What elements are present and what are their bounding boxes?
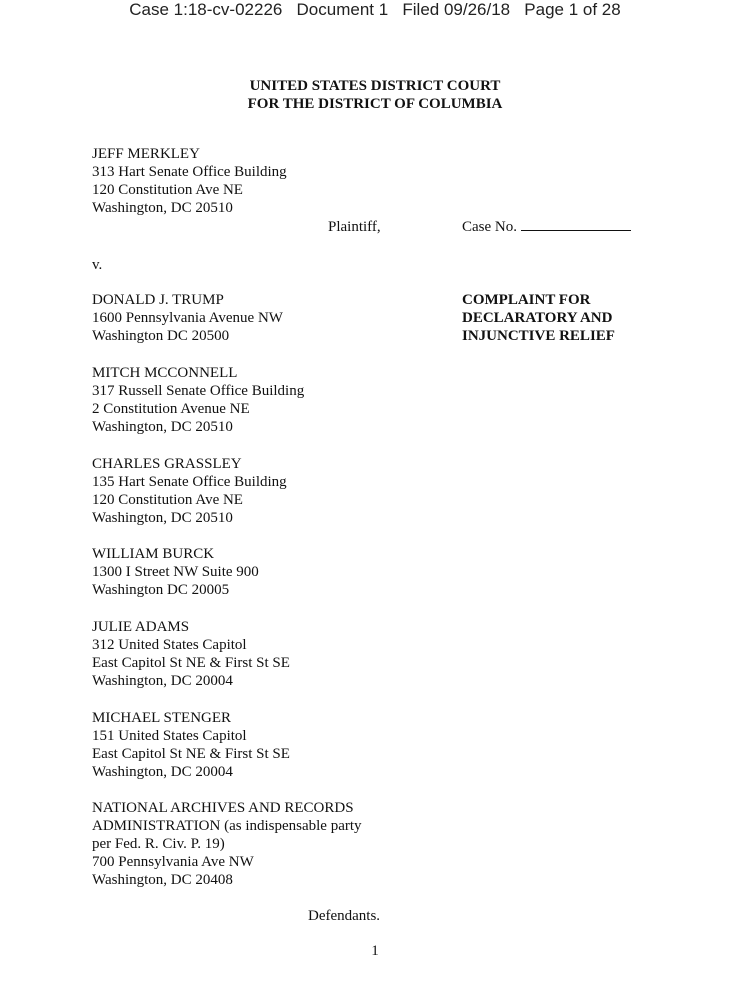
- defendant-address-line: East Capitol St NE & First St SE: [92, 746, 290, 762]
- defendants-label: Defendants.: [308, 908, 381, 924]
- defendant-block-burck: [92, 545, 259, 599]
- defendant-block-stenger: [92, 709, 290, 781]
- defendant-block-nara: [92, 799, 362, 889]
- defendant-address-line: East Capitol St NE & First St SE: [92, 655, 290, 671]
- defendant-name: NATIONAL ARCHIVES AND RECORDS: [92, 800, 354, 816]
- defendant-address-line: 120 Constitution Ave NE: [92, 492, 243, 508]
- defendant-address-line: Washington DC 20005: [92, 582, 230, 598]
- defendant-address-line: 700 Pennsylvania Ave NW: [92, 854, 254, 870]
- page-number: 1: [371, 943, 379, 959]
- header-case-number: Case 1:18-cv-02226: [129, 0, 283, 19]
- defendant-address-line: Washington, DC 20004: [92, 673, 233, 689]
- header-page-info: Page 1 of 28: [524, 0, 621, 19]
- defendant-block-trump: [92, 291, 283, 345]
- defendant-address-line: per Fed. R. Civ. P. 19): [92, 836, 225, 852]
- defendant-address-line: 2 Constitution Avenue NE: [92, 401, 250, 417]
- defendant-name: MICHAEL STENGER: [92, 710, 232, 726]
- defendant-block-grassley: [92, 455, 287, 527]
- defendant-address-line: Washington, DC 20004: [92, 764, 233, 780]
- defendant-address-line: Washington, DC 20510: [92, 510, 233, 526]
- plaintiff-address-line: 313 Hart Senate Office Building: [92, 164, 287, 180]
- complaint-title: [462, 291, 615, 345]
- complaint-title-line: COMPLAINT FOR: [462, 292, 591, 308]
- document-header: [0, 0, 750, 20]
- defendant-address-line: Washington, DC 20408: [92, 872, 233, 888]
- plaintiff-address-line: 120 Constitution Ave NE: [92, 182, 243, 198]
- defendant-address-line: 312 United States Capitol: [92, 637, 247, 653]
- defendant-name: JULIE ADAMS: [92, 619, 190, 635]
- case-number-field: [462, 218, 631, 236]
- complaint-title-line: INJUNCTIVE RELIEF: [462, 328, 615, 344]
- court-name: UNITED STATES DISTRICT COURT: [249, 78, 501, 94]
- plaintiff-label: Plaintiff,: [328, 219, 381, 235]
- plaintiff-address-line: Washington, DC 20510: [92, 200, 233, 216]
- defendant-address-line: Washington, DC 20510: [92, 419, 233, 435]
- complaint-title-line: DECLARATORY AND: [462, 310, 613, 326]
- defendant-address-line: 135 Hart Senate Office Building: [92, 474, 287, 490]
- versus-label: v.: [92, 257, 103, 273]
- case-number-label: Case No.: [462, 219, 517, 235]
- defendant-address-line: 317 Russell Senate Office Building: [92, 383, 305, 399]
- plaintiff-block: [92, 145, 287, 217]
- defendant-address-line: 1300 I Street NW Suite 900: [92, 564, 259, 580]
- header-filed-date: Filed 09/26/18: [402, 0, 511, 19]
- defendant-address-line: ADMINISTRATION (as indispensable party: [92, 818, 362, 834]
- defendant-address-line: 1600 Pennsylvania Avenue NW: [92, 310, 283, 326]
- defendant-name: DONALD J. TRUMP: [92, 292, 224, 308]
- defendant-address-line: 151 United States Capitol: [92, 728, 247, 744]
- header-document: Document 1: [296, 0, 389, 19]
- defendant-block-adams: [92, 618, 290, 690]
- defendant-name: MITCH MCCONNELL: [92, 365, 238, 381]
- defendant-block-mcconnell: [92, 364, 304, 436]
- court-caption: [0, 77, 750, 113]
- defendant-name: WILLIAM BURCK: [92, 546, 215, 562]
- plaintiff-name: JEFF MERKLEY: [92, 146, 200, 162]
- court-district: FOR THE DISTRICT OF COLUMBIA: [247, 96, 503, 112]
- case-number-blank-line: [521, 218, 631, 231]
- defendant-name: CHARLES GRASSLEY: [92, 456, 242, 472]
- defendant-address-line: Washington DC 20500: [92, 328, 230, 344]
